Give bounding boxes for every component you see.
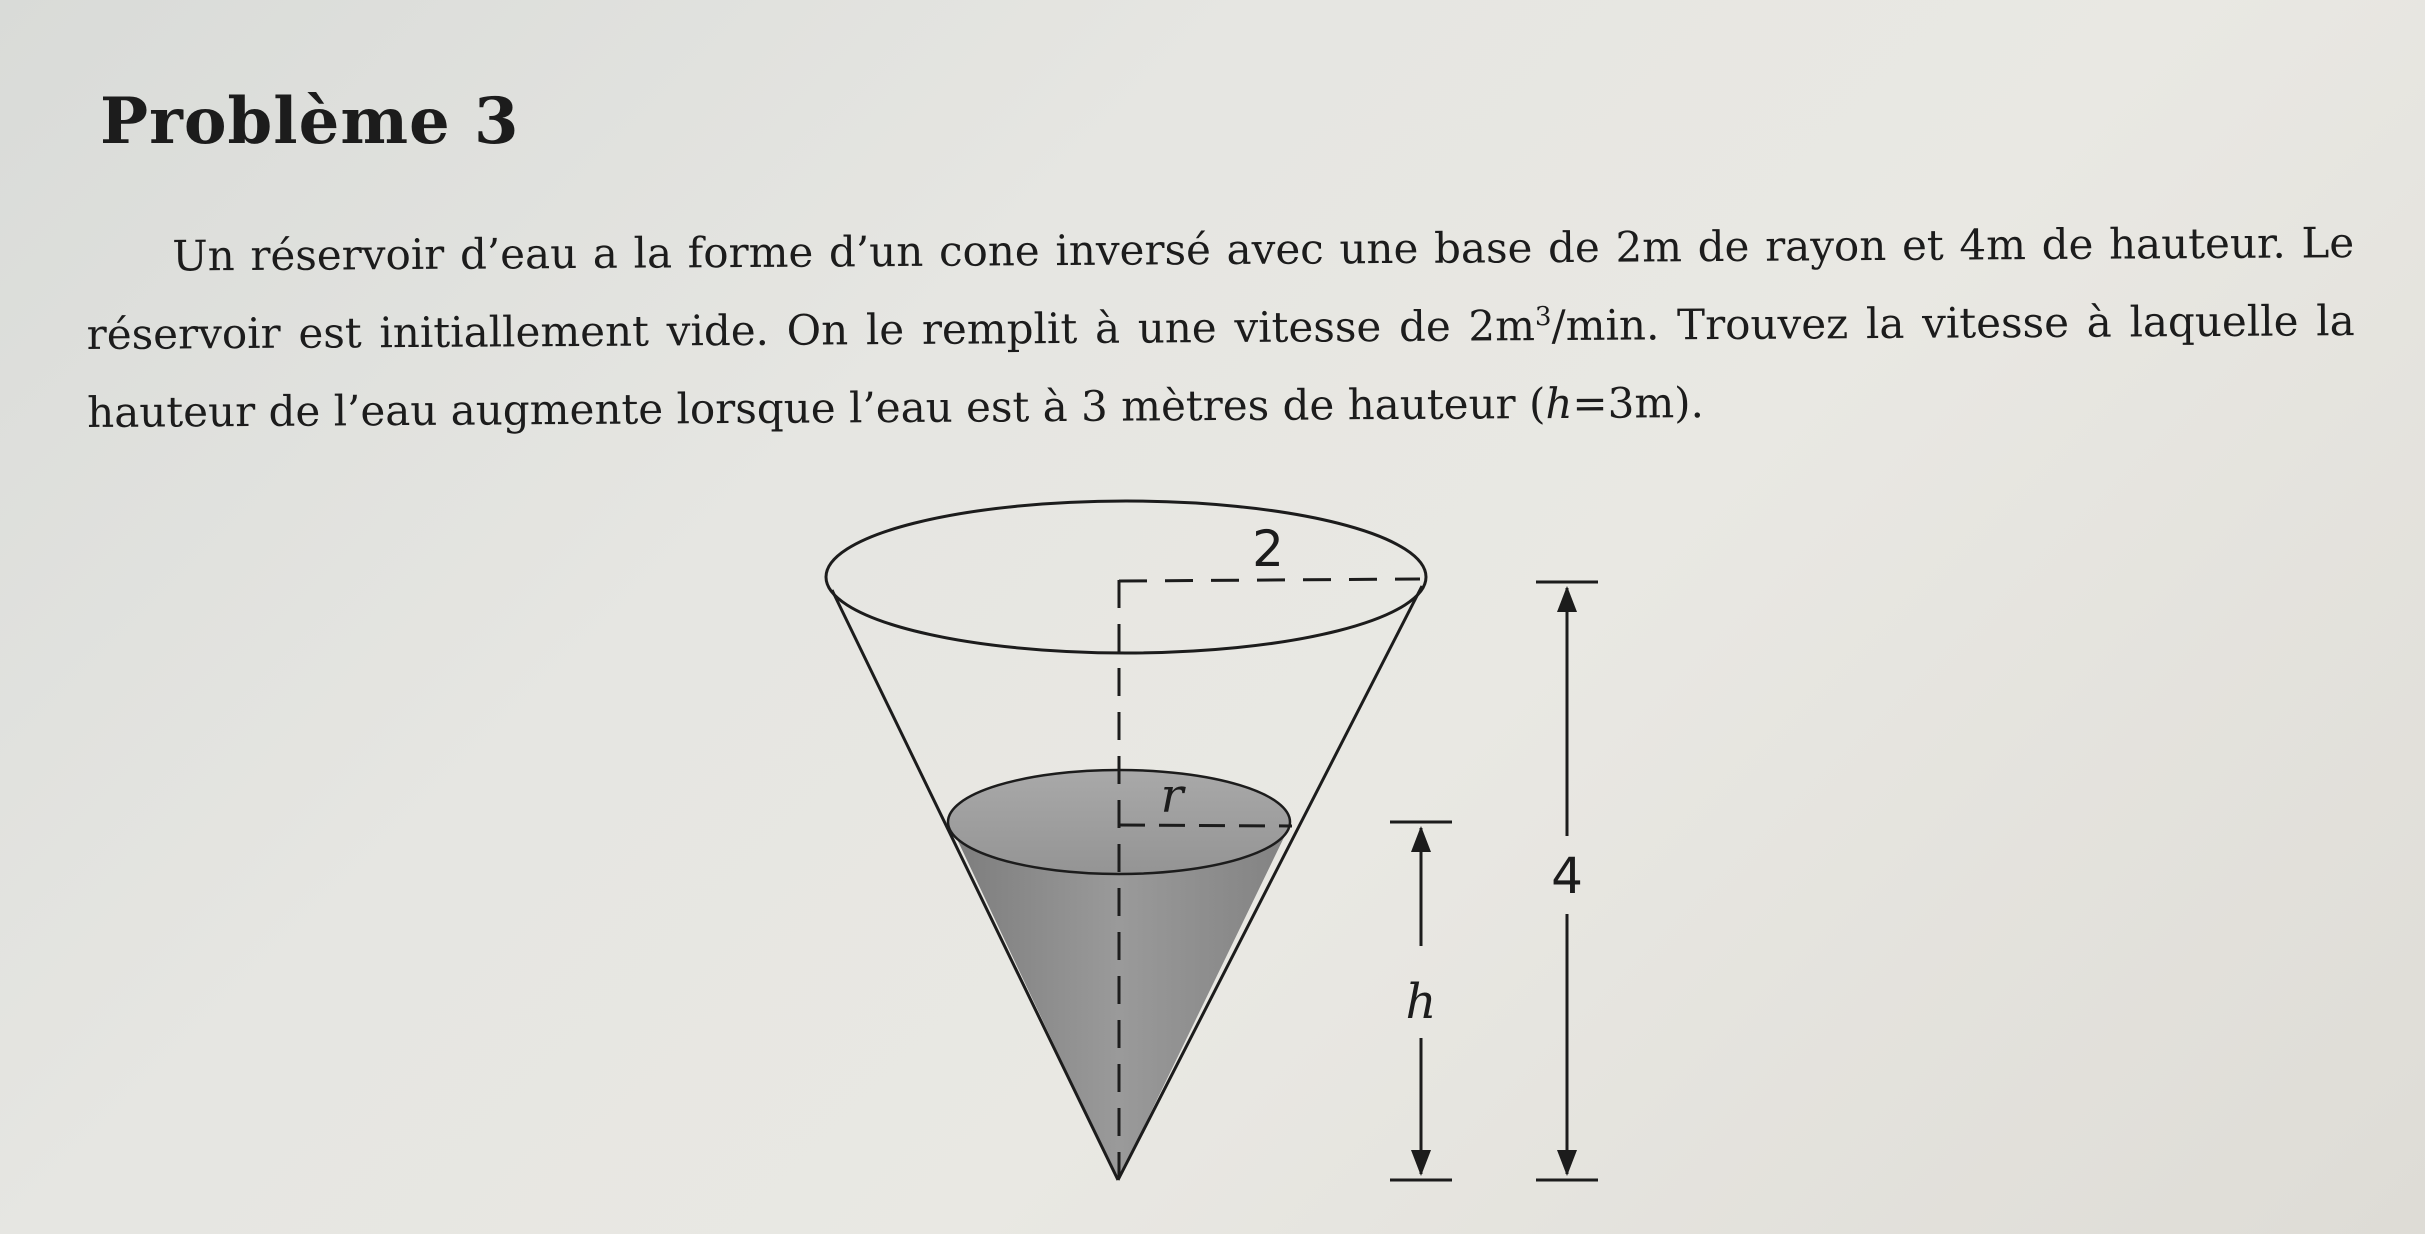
h-arrow-down <box>1411 1150 1431 1176</box>
cone-top-rim <box>826 501 1426 653</box>
h-arrow-up <box>1411 826 1431 852</box>
statement-text-part1: Un réservoir d’eau a la forme d’un cone inversé avec une base de 2m de rayon et 4m de hauteur. Le réservoir est initiallement vide. On le remplit à une vitesse de 2m <box>86 218 2355 359</box>
label-total-height: 4 <box>1551 847 1583 905</box>
statement-text-part2: /min. Trouvez la vitesse à laquelle la hauteur de l’eau augmente lorsque l’eau est à 3 mètres de hauteur ( <box>87 296 2355 437</box>
label-water-height: h <box>1405 974 1437 1030</box>
statement-variable-h: h <box>1545 378 1573 429</box>
label-top-radius: 2 <box>1252 520 1284 578</box>
label-water-radius: r <box>1160 768 1184 824</box>
statement-exponent: 3 <box>1534 302 1552 333</box>
total-arrow-down <box>1557 1150 1577 1176</box>
total-arrow-up <box>1557 586 1577 612</box>
problem-title: Problème 3 <box>100 84 520 159</box>
top-radius-dashed <box>1119 579 1420 581</box>
statement-text-part3: =3m). <box>1572 378 1705 428</box>
